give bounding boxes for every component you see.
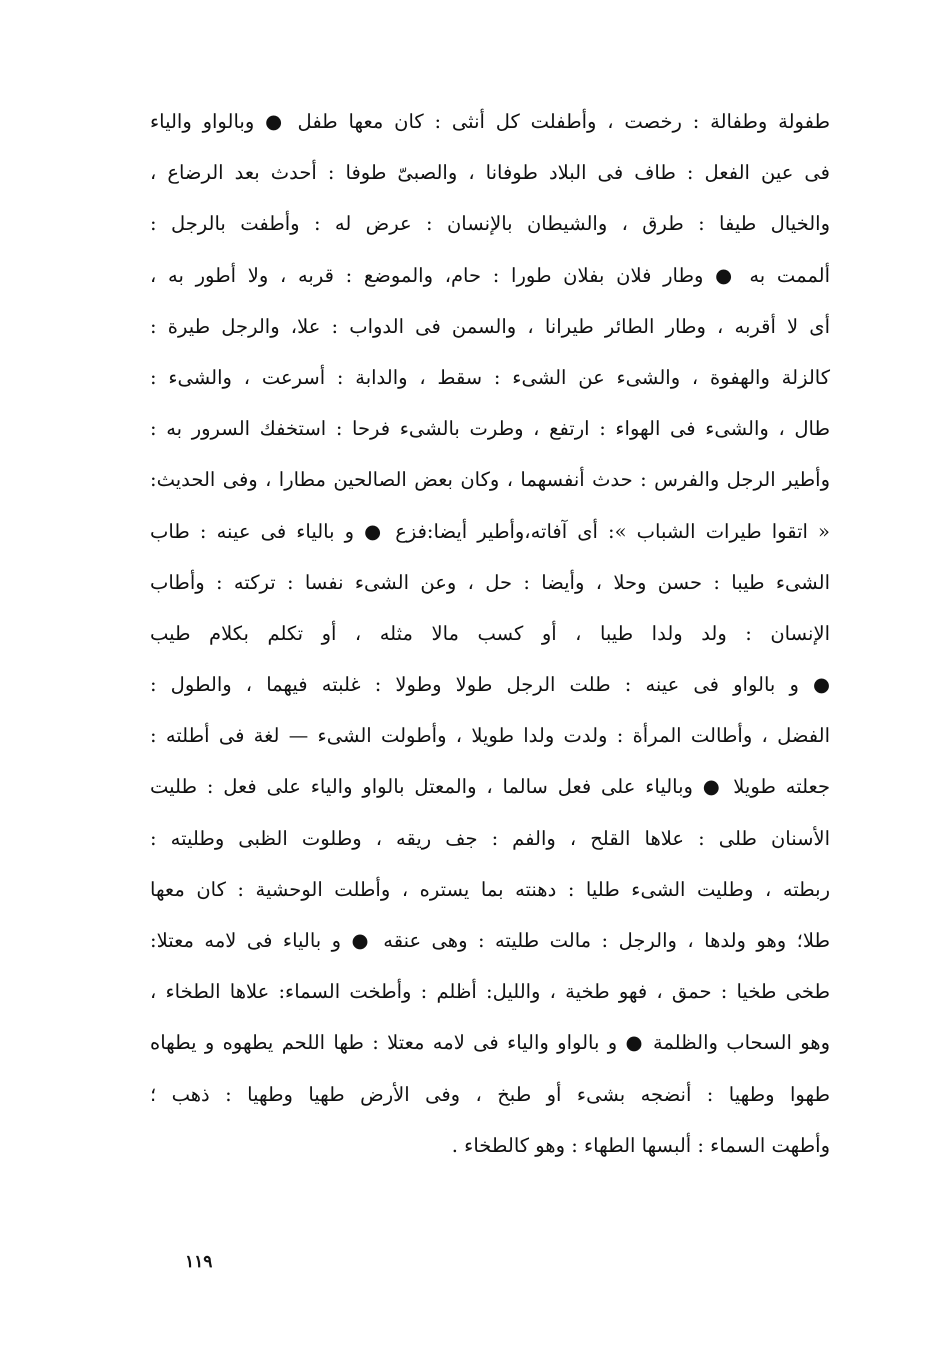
text-line: فى عين الفعل : طاف فى البلاد طوفانا ، والصبىّ طوفا : أحدث بعد الرضاع ، <box>150 161 830 185</box>
text-line: أى لا أقربه ، وطار الطائر طيرانا ، والسمن فى الدواب : علا، والرجل طيرة : <box>150 314 830 338</box>
text-line: الأسنان طلى : علاها القلح ، والفم : جف ريقه ، وطلوت الظبى وطليته : <box>150 826 830 850</box>
text-line: طخى طخيا : حمق ، فهو طخية ، والليل: أظلم : وأطخت السماء: علاها الطخاء ، <box>150 980 830 1004</box>
text-line: ● و بالواو فى عينه : طلت الرجل طولا وطولا : غلبته فيهما ، والطول : <box>150 673 830 697</box>
text-line: وأطهت السماء : ألبسها الطهاء : وهو كالطخاء . <box>451 1133 830 1157</box>
text-line: الإنسان : ولد ولدا طيبا ، أو كسب مالا مثله ، أو تكلم بكلام طيب <box>150 621 830 645</box>
text-line: طفولة وطفالة : رخصت ، وأطفلت كل أنثى : كان معها طفل ● وبالواو والياء <box>150 110 830 133</box>
text-line: جعلته طويلا ● وبالياء على فعل سالما ، والمعتل بالواو والياء على فعل : طليت <box>150 775 830 799</box>
text-line: طال ، والشىء فى الهواء : ارتفع ، وطرت بالشىء فرحا : استخفك السرور به : <box>150 417 830 441</box>
text-line: « اتقوا طيرات الشباب »: أى آفاته،وأطير أيضا:فزع ● و بالياء فى عينه : طاب <box>150 519 830 543</box>
body-text <box>150 96 830 1171</box>
text-line: وأطير الرجل والفرس : حدث أنفسهما ، وكان بعض الصالحين مطارا ، وفى الحديث: <box>150 468 830 492</box>
text-line: طهوا وطهيا : أنضجه بشىء أو طبخ ، وفى الأرض طهيا وطهيا : ذهب ؛ <box>150 1082 830 1106</box>
page-number: ١١٩ <box>185 1252 213 1272</box>
text-line: كالزلة والهفوة ، والشىء عن الشىء : سقط ، والدابة : أسرعت ، والشىء : <box>150 365 830 389</box>
text-line: والخيال طيفا : طرق ، والشيطان بالإنسان : عرض له : وأطفت بالرجل : <box>150 212 830 236</box>
text-line: ألممت به ● وطار فلان بفلان طورا : حام، والموضع : قربه ، ولا أطور به ، <box>150 263 830 287</box>
text-line: ربطته ، وطليت الشىء طليا : دهنته بما يستره ، وأطلت الوحشية : كان معها <box>150 877 830 901</box>
text-line: الفضل ، وأطالت المرأة : ولدت ولدا طويلا ، وأطولت الشىء — لغة فى أطلته : <box>150 724 830 748</box>
text-line: الشىء طيبا : حسن وحلا ، وأيضا : حل ، وعن الشىء نفسا : تركته : وأطاب <box>150 570 830 594</box>
text-line: وهو السحاب والظلمة ● و بالواو والياء فى لامه معتلا : طها اللحم يطهوه و يطهاه <box>150 1031 830 1055</box>
text-line: طلا؛ وهو ولدها ، والرجل : مالت طليته : وهى عنقه ● و بالياء فى لامه معتلا: <box>150 929 830 952</box>
